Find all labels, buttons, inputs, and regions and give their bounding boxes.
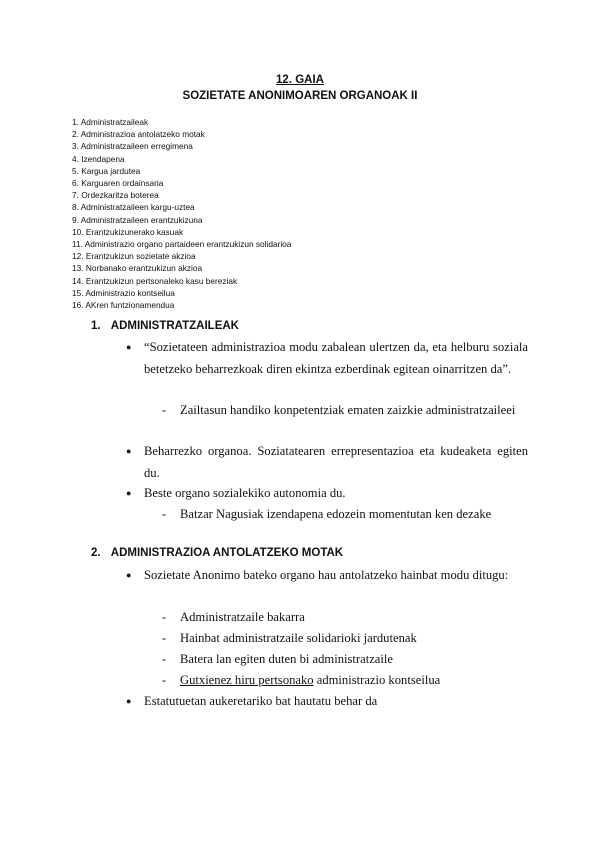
sub-item-text: Hainbat administratzaile solidarioki jardutenak — [180, 631, 417, 645]
bullet-item — [126, 483, 528, 505]
dash-icon: - — [162, 673, 167, 687]
bullet-text: Sozietate Anonimo bateko organo hau antolatzeko hainbat modu ditugu: — [144, 568, 509, 582]
bullet-text: Beste organo sozialekiko autonomia du. — [144, 486, 346, 500]
toc-item: 4. Izendapena — [72, 153, 125, 164]
table-of-contents — [72, 116, 291, 311]
dash-icon: - — [162, 631, 167, 645]
toc-item: 3. Administratzaileen erregimena — [72, 141, 193, 152]
bullet-item — [126, 337, 528, 380]
toc-item: 14. Erantzukizun pertsonaleko kasu bereziak — [72, 275, 238, 286]
sub-item-underlined-text: Gutxienez hiru pertsonako — [180, 673, 314, 687]
sub-item-text: administrazio kontseilua — [313, 673, 441, 687]
toc-item: 8. Administratzaileen kargu-uztea — [72, 202, 195, 213]
chapter-title: SOZIETATE ANONIMOAREN ORGANOAK II — [182, 90, 418, 102]
section-number: 1. — [91, 320, 101, 332]
toc-item: 2. Administrazioa antolatzeko motak — [72, 129, 205, 140]
toc-item: 10. Erantzukizunerako kasuak — [72, 226, 184, 237]
bullet-icon: ● — [126, 696, 132, 706]
bullet-icon: ● — [126, 342, 132, 352]
section-title: ADMINISTRATZAILEAK — [110, 320, 239, 332]
bullet-item — [126, 691, 528, 713]
sub-item — [162, 628, 528, 650]
toc-item: 13. Norbanako erantzukizun akzioa — [72, 263, 203, 274]
toc-item: 15. Administrazio kontseilua — [72, 287, 175, 298]
toc-item: 1. Administratzaileak — [72, 117, 149, 127]
toc-item: 5. Kargua jardutea — [72, 165, 141, 176]
section-title: ADMINISTRAZIOA ANTOLATZEKO MOTAK — [110, 547, 344, 559]
dash-icon: - — [162, 403, 167, 417]
sub-item-text: Administratzaile bakarra — [180, 610, 305, 624]
sub-item-text: Batzar Nagusiak izendapena edozein momentutan ken dezake — [180, 507, 492, 521]
section-heading-1 — [91, 318, 239, 334]
sub-item-text: Zailtasun handiko konpetentziak ematen zaizkie administratzaileei — [180, 403, 516, 417]
toc-item: 16. AKren funtzionamendua — [72, 300, 175, 311]
section-heading-2 — [91, 545, 343, 561]
bullet-icon: ● — [126, 488, 132, 498]
bullet-text: Beharrezko organoa. Soziatatearen errepresentazioa eta kudeaketa egiten du. — [144, 444, 528, 480]
bullet-icon: ● — [126, 570, 132, 580]
bullet-text: Estatutuetan aukeretariko bat hautatu behar da — [144, 694, 378, 708]
toc-item: 9. Administratzaileen erantzukizuna — [72, 214, 203, 225]
sub-item — [162, 400, 528, 422]
sub-item — [162, 670, 528, 692]
bullet-icon: ● — [126, 446, 132, 456]
bullet-item — [126, 441, 528, 484]
dash-icon: - — [162, 652, 167, 666]
sub-item-text: Batera lan egiten duten bi administratzaile — [180, 652, 393, 666]
bullet-item — [126, 565, 528, 587]
sub-item — [162, 504, 528, 526]
toc-item: 6. Karguaren ordainsaria — [72, 178, 164, 189]
section-number: 2. — [91, 547, 101, 559]
sub-item — [162, 649, 528, 671]
bullet-text: “Sozietateen administrazioa modu zabalean ulertzen da, eta helburu soziala betetzeko beharrezkoak diren ekintza ezberdinak egitean oinarritzen da”. — [144, 340, 528, 376]
dash-icon: - — [162, 507, 167, 521]
toc-item: 11. Administrazio organo partaideen erantzukizun solidarioa — [72, 239, 292, 250]
dash-icon: - — [162, 610, 167, 624]
toc-item: 12. Erantzukizun sozietate akzioa — [72, 251, 196, 262]
document-title — [0, 72, 600, 104]
toc-item: 7. Ordezkaritza boterea — [72, 190, 159, 201]
sub-item — [162, 607, 528, 629]
chapter-number: 12. GAIA — [276, 74, 324, 86]
